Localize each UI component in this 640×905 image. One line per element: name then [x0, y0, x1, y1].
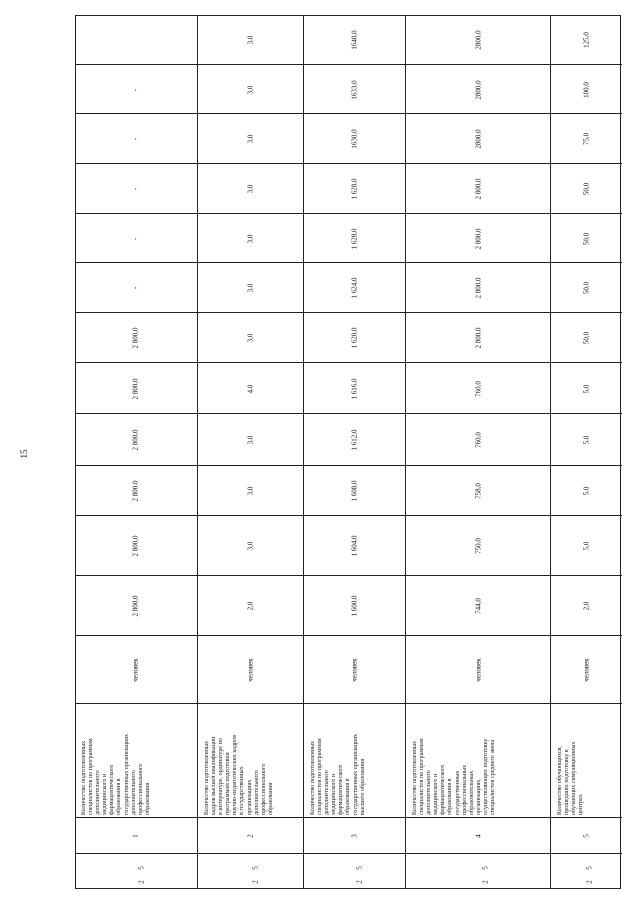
value-cell-text: 2800,0 [474, 129, 482, 149]
table-cell [304, 362, 406, 414]
table-row [550, 15, 622, 889]
table-cell [551, 575, 622, 636]
table-cell [198, 262, 304, 313]
value-cell-text: 1640,0 [350, 29, 359, 50]
description-line: образования в [116, 778, 123, 815]
description-line: профессионального [137, 763, 144, 815]
table-cell [75, 515, 197, 576]
table-cell [198, 465, 304, 516]
unit-label: человек [246, 658, 255, 682]
code-cell-text: 5 [137, 866, 146, 871]
table-cell [304, 817, 406, 854]
value-cell-text: 2800,0 [474, 79, 482, 100]
description-line: Количество подготовленных [412, 740, 418, 815]
table-cell [304, 113, 406, 164]
description-line: специалистов среднего звена [490, 739, 497, 815]
table-cell [551, 262, 622, 313]
table-cell [406, 64, 551, 114]
table-cell [75, 163, 197, 214]
value-cell-text: 3,0 [246, 435, 255, 445]
table-cell [75, 817, 197, 854]
value-cell-text: 4,0 [246, 384, 255, 393]
code-cell-text: 5 [481, 866, 490, 871]
description-line: центрах [578, 794, 585, 815]
code-cell-text: 2 [246, 834, 255, 838]
description-line: образования в [345, 778, 352, 815]
table-cell [406, 465, 551, 516]
table-cell [198, 64, 304, 114]
code-pair [551, 854, 622, 890]
table-cell [198, 515, 304, 576]
value-cell-text: 5,0 [582, 486, 590, 496]
value-cell-text: 50,0 [582, 331, 590, 345]
table-cell [304, 15, 406, 64]
table-cell [551, 703, 622, 818]
table-cell [406, 635, 551, 704]
table-cell [304, 853, 406, 890]
description-line: программам подготовки [225, 752, 232, 815]
code-cell-text: 2 [251, 880, 260, 884]
value-cell-text: 1 608,0 [350, 480, 359, 502]
table-cell [75, 635, 197, 704]
description-line: медицинского и [102, 773, 109, 815]
value-cell-text: 1 604,0 [350, 535, 359, 557]
table-cell [198, 213, 304, 263]
indicator-description [204, 707, 275, 815]
value-cell-text: 2800,0 [474, 29, 482, 50]
table-cell [198, 853, 304, 890]
value-cell-text: 2 800,0 [474, 178, 482, 200]
value-cell-text: - [131, 137, 140, 141]
description-line: организациях [246, 779, 253, 815]
description-line: образовательных [468, 770, 475, 815]
code-pair [304, 854, 406, 890]
description-line: в интернатуре, ординатуре по [218, 738, 225, 815]
description-line: профессионального [260, 763, 267, 815]
value-cell-text: 2 800,0 [474, 327, 482, 349]
description-line: организациях, [475, 778, 482, 815]
description-line: специалистов по программам [419, 738, 426, 815]
table-cell [551, 817, 622, 854]
value-cell-text: 2 800,0 [131, 429, 140, 451]
table-cell [406, 163, 551, 214]
table-row [197, 15, 304, 889]
code-cell-text: 2 [481, 880, 490, 884]
table-cell [551, 213, 622, 263]
table-cell [406, 213, 551, 263]
table-cell [75, 312, 197, 363]
table-cell [198, 163, 304, 214]
table-cell [198, 413, 304, 466]
description-line: осуществляющих подготовку [482, 738, 489, 815]
value-cell-text: 1 628,0 [350, 228, 359, 249]
description-line: обучающих симуляционных [571, 741, 578, 815]
value-cell-text: 2 800,0 [474, 277, 482, 299]
unit-label: человек [474, 658, 482, 682]
description-line: государственных организациях [352, 733, 359, 815]
table-cell [406, 113, 551, 164]
value-cell-text: 3,0 [246, 333, 255, 343]
value-cell-text: 3,0 [246, 283, 255, 293]
value-cell-text: 125,0 [582, 31, 590, 48]
table-cell [304, 163, 406, 214]
table-cell [406, 817, 551, 854]
value-cell-text: 3,0 [246, 541, 255, 551]
table-cell [304, 635, 406, 704]
value-cell-text: 50,0 [582, 281, 590, 295]
description-line: дополнительного [95, 770, 102, 815]
value-cell-text: 1 616,0 [350, 378, 359, 399]
value-cell-text: 3,0 [246, 184, 255, 194]
description-line: государственных [454, 770, 461, 815]
table-cell [406, 575, 551, 636]
table-cell [551, 15, 622, 64]
value-cell-text: 744,0 [474, 598, 482, 614]
table-cell [551, 362, 622, 414]
code-cell-text: 2 [137, 880, 146, 884]
table-cell [75, 703, 197, 818]
table-cell [406, 413, 551, 466]
value-cell-text: 1 624,0 [350, 277, 359, 299]
unit-label: человек [350, 658, 359, 682]
code-cell-text: 3 [350, 834, 359, 838]
table-cell [406, 15, 551, 64]
table-cell [304, 515, 406, 576]
code-cell-text: 4 [474, 834, 482, 838]
table-cell [75, 362, 197, 414]
table-cell [304, 262, 406, 313]
table-cell [406, 312, 551, 363]
description-line: Количество подготовленных [81, 740, 87, 815]
table-cell [198, 312, 304, 363]
table-cell [551, 113, 622, 164]
indicator-description [81, 707, 152, 815]
value-cell-text: 1 600,0 [350, 595, 359, 617]
table-cell [75, 262, 197, 313]
description-line: образования [267, 782, 274, 815]
code-cell-text: 1 [131, 834, 140, 838]
description-line: фармацевтического [440, 764, 447, 815]
code-cell-text: 5 [585, 866, 594, 871]
description-line: медицинского и [433, 773, 440, 815]
value-cell-text: 760,0 [474, 432, 482, 448]
table-cell [198, 575, 304, 636]
value-cell-text: 3,0 [246, 486, 255, 496]
value-cell-text: 3,0 [246, 234, 255, 243]
description-line: дополнительного [324, 770, 331, 815]
value-cell-text: 3,0 [246, 35, 255, 44]
value-cell-text: 1 612,0 [350, 429, 359, 451]
indicator-description [557, 707, 585, 815]
value-cell-text: 750,0 [474, 538, 482, 554]
value-cell-text: 2 800,0 [131, 480, 140, 502]
code-pair [406, 854, 551, 890]
value-cell-text: 760,0 [474, 380, 482, 397]
table-cell [198, 817, 304, 854]
table-row [303, 15, 406, 889]
code-pair [198, 854, 304, 890]
table-cell [75, 15, 197, 64]
table-cell [304, 413, 406, 466]
description-line: прошедших подготовку в [564, 749, 571, 815]
value-cell-text: 1630,0 [350, 129, 359, 149]
table-cell [198, 635, 304, 704]
table-cell [198, 113, 304, 164]
value-cell-text: 2 800,0 [474, 228, 482, 249]
value-cell-text: 5,0 [582, 384, 590, 393]
table-cell [551, 312, 622, 363]
description-line: высшего образования [359, 758, 366, 815]
value-cell-text: 5,0 [582, 435, 590, 445]
indicator-description [310, 707, 367, 815]
description-line: фармацевтического [338, 764, 345, 815]
value-cell-text: 2,0 [246, 601, 255, 611]
table-cell [75, 413, 197, 466]
description-line: государственных организациях [123, 733, 130, 815]
table-cell [75, 853, 197, 890]
table-cell [304, 312, 406, 363]
description-line: образования [144, 782, 151, 815]
table-cell [304, 703, 406, 818]
value-cell-text: 5,0 [582, 541, 590, 551]
table-cell [198, 15, 304, 64]
code-cell-text: 5 [251, 866, 260, 871]
description-line: образования в [447, 778, 454, 815]
description-line: специалистов по программам [88, 738, 95, 815]
table-cell [551, 853, 622, 890]
code-cell-text: 5 [582, 834, 590, 838]
table-cell [551, 465, 622, 516]
table-row [405, 15, 551, 889]
table-cell [406, 362, 551, 414]
table-cell [551, 413, 622, 466]
value-cell-text: 100,0 [582, 81, 590, 98]
table-cell [304, 575, 406, 636]
indicator-table [75, 15, 621, 889]
table-cell [551, 635, 622, 704]
table-cell [406, 703, 551, 818]
description-line: Количество подготовленных [310, 740, 316, 815]
description-line: Количество обучающихся, [557, 746, 563, 815]
table-cell [406, 853, 551, 890]
description-line: в государственных [239, 766, 246, 815]
table-cell [406, 262, 551, 313]
code-cell-text: 5 [355, 866, 364, 871]
value-cell-text: 1 628,0 [350, 178, 359, 200]
table-cell [198, 703, 304, 818]
value-cell-text: 3,0 [246, 85, 255, 94]
table-cell [75, 465, 197, 516]
description-line: дополнительного [253, 770, 260, 815]
description-line: кадров высшей квалификации [211, 736, 218, 815]
value-cell-text: 2 800,0 [131, 378, 140, 399]
value-cell-text: 2 800,0 [131, 595, 140, 617]
value-cell-text: 758,0 [474, 483, 482, 499]
table-row [75, 15, 197, 889]
value-cell-text: - [131, 187, 140, 191]
table-cell [75, 213, 197, 263]
unit-label: человек [582, 658, 590, 682]
description-line: фармацевтического [109, 764, 116, 815]
table-cell [406, 515, 551, 576]
value-cell-text: 2,0 [582, 601, 590, 611]
code-pair [75, 854, 197, 890]
description-line: медицинского и [331, 773, 338, 815]
value-cell-text: 3,0 [246, 134, 255, 144]
description-line: специалистов по программам [317, 738, 324, 815]
indicator-description [412, 707, 497, 815]
description-line: научно-педагогических кадров [232, 734, 239, 815]
description-line: профессиональных [461, 764, 468, 815]
value-cell-text: - [131, 286, 140, 290]
value-cell-text: 75,0 [582, 132, 590, 146]
table-cell [75, 113, 197, 164]
value-cell-text: 1 620,0 [350, 327, 359, 349]
description-line: дополнительного [426, 770, 433, 815]
unit-label: человек [131, 658, 140, 682]
value-cell-text: 2 800,0 [131, 535, 140, 557]
table-cell [75, 575, 197, 636]
value-cell-text: 1633,0 [350, 79, 359, 100]
code-cell-text: 2 [355, 880, 364, 884]
value-cell-text: 2 800,0 [131, 327, 140, 349]
page-number: 15 [19, 449, 29, 459]
table-cell [304, 465, 406, 516]
table-cell [198, 362, 304, 414]
table-cell [304, 64, 406, 114]
table-cell [551, 163, 622, 214]
description-line: дополнительного [130, 770, 137, 815]
table-cell [304, 213, 406, 263]
table-cell [551, 64, 622, 114]
value-cell-text: 50,0 [582, 232, 590, 245]
code-cell-text: 2 [585, 880, 594, 884]
description-line: Количество подготовленных [204, 740, 210, 815]
value-cell-text: 50,0 [582, 182, 590, 196]
value-cell-text: - [131, 88, 140, 91]
table-cell [75, 64, 197, 114]
value-cell-text: - [131, 237, 140, 240]
table-cell [551, 515, 622, 576]
